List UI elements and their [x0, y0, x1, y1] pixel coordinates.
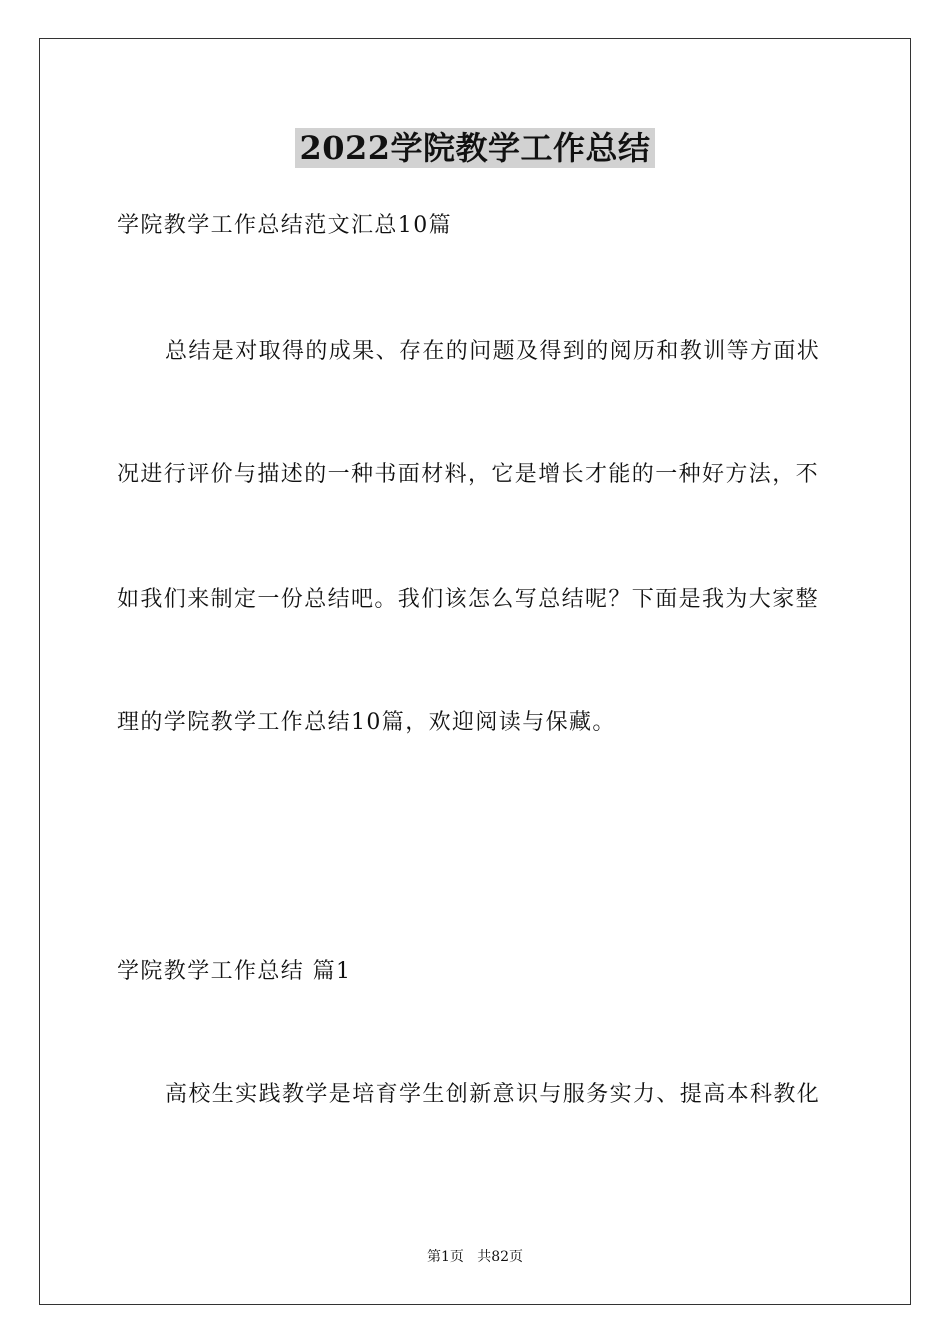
- page-footer: 第1页 共82页: [426, 1249, 524, 1265]
- intro-line-2: 况进行评价与描述的一种书面材料，它是增长才能的一种好方法，不: [117, 462, 820, 487]
- intro-line-4: 理的学院教学工作总结10篇，欢迎阅读与保藏。: [117, 710, 616, 735]
- title-container: [0, 128, 950, 168]
- intro-line-1: 总结是对取得的成果、存在的问题及得到的阅历和教训等方面状: [165, 339, 821, 364]
- document-subtitle: 学院教学工作总结范文汇总10篇: [117, 213, 452, 238]
- section-heading: 学院教学工作总结 篇1: [117, 959, 352, 984]
- document-title: 2022学院教学工作总结: [295, 128, 654, 168]
- section-line-1: 高校生实践教学是培育学生创新意识与服务实力、提高本科教化: [165, 1082, 821, 1107]
- intro-line-3: 如我们来制定一份总结吧。我们该怎么写总结呢？下面是我为大家整: [117, 587, 820, 612]
